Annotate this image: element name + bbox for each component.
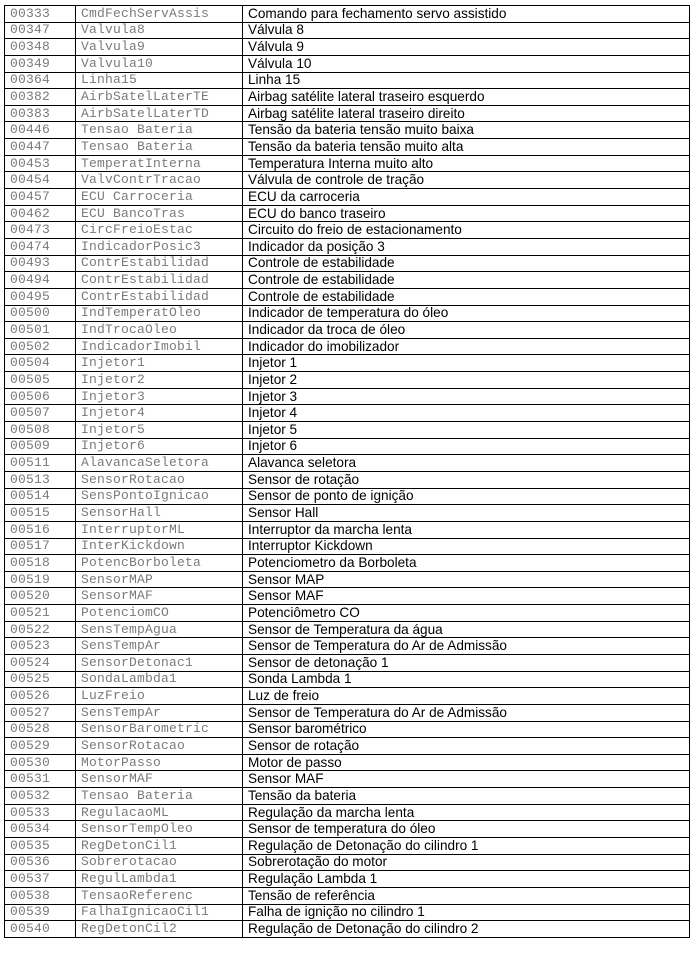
fault-code-cell: 00505 [5, 372, 76, 389]
fault-code-cell: 00528 [5, 721, 76, 738]
fault-code-cell: 00457 [5, 189, 76, 206]
fault-code-cell: 00521 [5, 605, 76, 622]
description-cell: Indicador da posição 3 [243, 238, 690, 255]
table-row [5, 355, 690, 372]
table-row [5, 322, 690, 339]
table-row [5, 55, 690, 72]
table-row [5, 189, 690, 206]
table-row [5, 871, 690, 888]
component-name-cell: ContrEstabilidad [76, 255, 243, 272]
component-name-cell: ECU BancoTras [76, 205, 243, 222]
table-row [5, 754, 690, 771]
component-name-cell: MotorPasso [76, 754, 243, 771]
table-row [5, 854, 690, 871]
component-name-cell: IndicadorPosic3 [76, 238, 243, 255]
component-name-cell: PotencBorboleta [76, 555, 243, 572]
table-row [5, 288, 690, 305]
fault-code-cell: 00529 [5, 738, 76, 755]
description-cell: Alavanca seletora [243, 455, 690, 472]
component-name-cell: InterKickdown [76, 538, 243, 555]
description-cell: Sensor MAP [243, 571, 690, 588]
description-cell: Regulação da marcha lenta [243, 804, 690, 821]
table-row [5, 538, 690, 555]
description-cell: Sonda Lambda 1 [243, 671, 690, 688]
table-row [5, 172, 690, 189]
fault-code-cell: 00507 [5, 405, 76, 422]
component-name-cell: SensorRotacao [76, 738, 243, 755]
component-name-cell: Tensao Bateria [76, 139, 243, 156]
component-name-cell: SensorDetonac1 [76, 654, 243, 671]
description-cell: Válvula de controle de tração [243, 172, 690, 189]
fault-code-cell: 00526 [5, 688, 76, 705]
component-name-cell: SensorHall [76, 505, 243, 522]
component-name-cell: Injetor2 [76, 372, 243, 389]
component-name-cell: AirbSatelLaterTE [76, 89, 243, 106]
description-cell: Sensor de ponto de ignição [243, 488, 690, 505]
component-name-cell: CircFreioEstac [76, 222, 243, 239]
component-name-cell: InterruptorML [76, 521, 243, 538]
fault-code-cell: 00519 [5, 571, 76, 588]
description-cell: Indicador da troca de óleo [243, 322, 690, 339]
description-cell: Válvula 9 [243, 39, 690, 56]
description-cell: ECU do banco traseiro [243, 205, 690, 222]
fault-code-cell: 00531 [5, 771, 76, 788]
table-row [5, 388, 690, 405]
fault-code-cell: 00382 [5, 89, 76, 106]
description-cell: Regulação de Detonação do cilindro 1 [243, 838, 690, 855]
description-cell: Controle de estabilidade [243, 288, 690, 305]
table-row [5, 372, 690, 389]
description-cell: Injetor 6 [243, 438, 690, 455]
fault-code-cell: 00364 [5, 72, 76, 89]
table-row [5, 105, 690, 122]
description-cell: Controle de estabilidade [243, 255, 690, 272]
component-name-cell: Injetor6 [76, 438, 243, 455]
fault-code-cell: 00495 [5, 288, 76, 305]
table-row [5, 255, 690, 272]
table-row [5, 738, 690, 755]
fault-code-table-body [5, 6, 690, 938]
fault-code-cell: 00473 [5, 222, 76, 239]
description-cell: Airbag satélite lateral traseiro esquerdo [243, 89, 690, 106]
table-row [5, 821, 690, 838]
fault-code-cell: 00493 [5, 255, 76, 272]
description-cell: Sensor MAF [243, 771, 690, 788]
table-row [5, 222, 690, 239]
table-row [5, 155, 690, 172]
description-cell: Circuito do freio de estacionamento [243, 222, 690, 239]
table-row [5, 904, 690, 921]
fault-code-cell: 00454 [5, 172, 76, 189]
table-row [5, 621, 690, 638]
fault-code-cell: 00523 [5, 638, 76, 655]
table-row [5, 788, 690, 805]
fault-code-cell: 00532 [5, 788, 76, 805]
fault-code-cell: 00447 [5, 139, 76, 156]
component-name-cell: PotenciomCO [76, 605, 243, 622]
description-cell: Injetor 5 [243, 422, 690, 439]
component-name-cell: ContrEstabilidad [76, 288, 243, 305]
table-row [5, 555, 690, 572]
component-name-cell: SensorTempOleo [76, 821, 243, 838]
component-name-cell: SensorMAF [76, 771, 243, 788]
fault-code-cell: 00506 [5, 388, 76, 405]
table-row [5, 139, 690, 156]
fault-code-cell: 00536 [5, 854, 76, 871]
description-cell: Sensor de temperatura do óleo [243, 821, 690, 838]
component-name-cell: SensorMAF [76, 588, 243, 605]
description-cell: Indicador de temperatura do óleo [243, 305, 690, 322]
table-row [5, 838, 690, 855]
description-cell: Sensor MAF [243, 588, 690, 605]
fault-code-cell: 00511 [5, 455, 76, 472]
fault-code-cell: 00522 [5, 621, 76, 638]
table-row [5, 438, 690, 455]
description-cell: Injetor 4 [243, 405, 690, 422]
fault-code-cell: 00525 [5, 671, 76, 688]
description-cell: ECU da carroceria [243, 189, 690, 206]
table-row [5, 338, 690, 355]
table-row [5, 72, 690, 89]
component-name-cell: LuzFreio [76, 688, 243, 705]
component-name-cell: TemperatInterna [76, 155, 243, 172]
table-row [5, 605, 690, 622]
fault-code-cell: 00518 [5, 555, 76, 572]
table-row [5, 238, 690, 255]
description-cell: Comando para fechamento servo assistido [243, 6, 690, 23]
fault-code-cell: 00530 [5, 754, 76, 771]
fault-code-cell: 00474 [5, 238, 76, 255]
component-name-cell: Tensao Bateria [76, 122, 243, 139]
table-row [5, 505, 690, 522]
description-cell: Regulação de Detonação do cilindro 2 [243, 921, 690, 938]
component-name-cell: CmdFechServAssis [76, 6, 243, 23]
table-row [5, 571, 690, 588]
fault-code-table [4, 5, 690, 938]
component-name-cell: SensTempAgua [76, 621, 243, 638]
component-name-cell: Valvula10 [76, 55, 243, 72]
fault-code-cell: 00462 [5, 205, 76, 222]
fault-code-cell: 00347 [5, 22, 76, 39]
fault-code-cell: 00501 [5, 322, 76, 339]
fault-code-cell: 00494 [5, 272, 76, 289]
description-cell: Linha 15 [243, 72, 690, 89]
table-row [5, 887, 690, 904]
description-cell: Sensor Hall [243, 505, 690, 522]
fault-code-cell: 00520 [5, 588, 76, 605]
description-cell: Tensão de referência [243, 887, 690, 904]
description-cell: Controle de estabilidade [243, 272, 690, 289]
component-name-cell: ValvContrTracao [76, 172, 243, 189]
component-name-cell: ECU Carroceria [76, 189, 243, 206]
table-row [5, 122, 690, 139]
description-cell: Sensor de Temperatura do Ar de Admissão [243, 638, 690, 655]
table-row [5, 921, 690, 938]
component-name-cell: Tensao Bateria [76, 788, 243, 805]
fault-code-cell: 00508 [5, 422, 76, 439]
component-name-cell: Injetor3 [76, 388, 243, 405]
description-cell: Motor de passo [243, 754, 690, 771]
table-row [5, 422, 690, 439]
table-row [5, 22, 690, 39]
description-cell: Injetor 2 [243, 372, 690, 389]
component-name-cell: SensPontoIgnicao [76, 488, 243, 505]
fault-code-cell: 00538 [5, 887, 76, 904]
component-name-cell: SondaLambda1 [76, 671, 243, 688]
description-cell: Luz de freio [243, 688, 690, 705]
table-row [5, 6, 690, 23]
fault-code-cell: 00539 [5, 904, 76, 921]
description-cell: Sobrerotação do motor [243, 854, 690, 871]
description-cell: Regulação Lambda 1 [243, 871, 690, 888]
component-name-cell: SensorRotacao [76, 471, 243, 488]
table-row [5, 455, 690, 472]
component-name-cell: IndTemperatOleo [76, 305, 243, 322]
fault-code-cell: 00524 [5, 654, 76, 671]
component-name-cell: RegulacaoML [76, 804, 243, 821]
component-name-cell: IndicadorImobil [76, 338, 243, 355]
component-name-cell: Linha15 [76, 72, 243, 89]
table-row [5, 89, 690, 106]
fault-code-cell: 00513 [5, 471, 76, 488]
table-row [5, 804, 690, 821]
description-cell: Interruptor da marcha lenta [243, 521, 690, 538]
table-row [5, 638, 690, 655]
table-row [5, 688, 690, 705]
fault-code-cell: 00540 [5, 921, 76, 938]
description-cell: Falha de ignição no cilindro 1 [243, 904, 690, 921]
component-name-cell: SensorBarometric [76, 721, 243, 738]
description-cell: Temperatura Interna muito alto [243, 155, 690, 172]
component-name-cell: FalhaIgnicaoCil1 [76, 904, 243, 921]
table-row [5, 671, 690, 688]
description-cell: Potenciometro da Borboleta [243, 555, 690, 572]
component-name-cell: Injetor4 [76, 405, 243, 422]
component-name-cell: TensaoReferenc [76, 887, 243, 904]
description-cell: Injetor 1 [243, 355, 690, 372]
description-cell: Sensor de rotação [243, 471, 690, 488]
component-name-cell: RegulLambda1 [76, 871, 243, 888]
table-row [5, 771, 690, 788]
description-cell: Sensor de Temperatura do Ar de Admissão [243, 704, 690, 721]
table-row [5, 305, 690, 322]
description-cell: Sensor de detonação 1 [243, 654, 690, 671]
fault-code-cell: 00514 [5, 488, 76, 505]
description-cell: Tensão da bateria tensão muito alta [243, 139, 690, 156]
table-row [5, 704, 690, 721]
fault-code-cell: 00533 [5, 804, 76, 821]
component-name-cell: RegDetonCil2 [76, 921, 243, 938]
description-cell: Airbag satélite lateral traseiro direito [243, 105, 690, 122]
fault-code-cell: 00535 [5, 838, 76, 855]
fault-code-cell: 00509 [5, 438, 76, 455]
fault-code-cell: 00516 [5, 521, 76, 538]
fault-code-cell: 00502 [5, 338, 76, 355]
description-cell: Indicador do imobilizador [243, 338, 690, 355]
fault-code-cell: 00537 [5, 871, 76, 888]
table-row [5, 521, 690, 538]
fault-code-cell: 00534 [5, 821, 76, 838]
fault-code-cell: 00446 [5, 122, 76, 139]
component-name-cell: SensTempAr [76, 704, 243, 721]
component-name-cell: Valvula8 [76, 22, 243, 39]
component-name-cell: SensorMAP [76, 571, 243, 588]
component-name-cell: AirbSatelLaterTD [76, 105, 243, 122]
description-cell: Injetor 3 [243, 388, 690, 405]
fault-code-cell: 00349 [5, 55, 76, 72]
fault-code-cell: 00527 [5, 704, 76, 721]
component-name-cell: IndTrocaOleo [76, 322, 243, 339]
component-name-cell: Injetor1 [76, 355, 243, 372]
description-cell: Potenciômetro CO [243, 605, 690, 622]
component-name-cell: AlavancaSeletora [76, 455, 243, 472]
fault-code-cell: 00333 [5, 6, 76, 23]
component-name-cell: Valvula9 [76, 39, 243, 56]
component-name-cell: ContrEstabilidad [76, 272, 243, 289]
table-row [5, 405, 690, 422]
description-cell: Válvula 8 [243, 22, 690, 39]
table-row [5, 654, 690, 671]
description-cell: Tensão da bateria tensão muito baixa [243, 122, 690, 139]
description-cell: Válvula 10 [243, 55, 690, 72]
component-name-cell: Injetor5 [76, 422, 243, 439]
table-row [5, 471, 690, 488]
description-cell: Sensor de Temperatura da água [243, 621, 690, 638]
component-name-cell: Sobrerotacao [76, 854, 243, 871]
description-cell: Sensor barométrico [243, 721, 690, 738]
fault-code-cell: 00383 [5, 105, 76, 122]
table-row [5, 39, 690, 56]
component-name-cell: RegDetonCil1 [76, 838, 243, 855]
fault-code-cell: 00517 [5, 538, 76, 555]
table-row [5, 205, 690, 222]
description-cell: Interruptor Kickdown [243, 538, 690, 555]
fault-code-cell: 00515 [5, 505, 76, 522]
fault-code-cell: 00500 [5, 305, 76, 322]
fault-code-cell: 00453 [5, 155, 76, 172]
description-cell: Sensor de rotação [243, 738, 690, 755]
table-row [5, 488, 690, 505]
table-row [5, 721, 690, 738]
description-cell: Tensão da bateria [243, 788, 690, 805]
table-row [5, 272, 690, 289]
fault-code-cell: 00504 [5, 355, 76, 372]
component-name-cell: SensTempAr [76, 638, 243, 655]
fault-code-cell: 00348 [5, 39, 76, 56]
table-row [5, 588, 690, 605]
